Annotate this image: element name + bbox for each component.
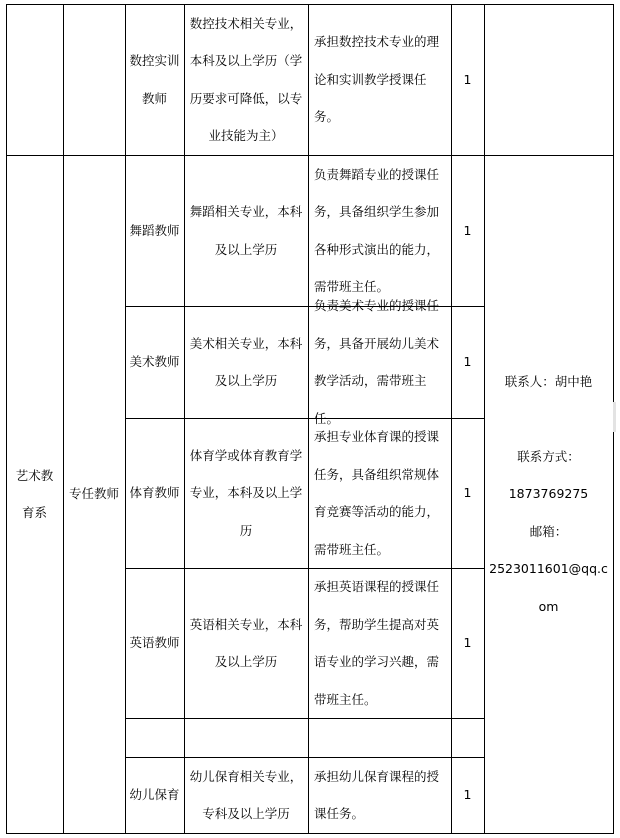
count-childcare: 1 <box>463 787 472 803</box>
position-pe: 体育教师 <box>129 485 180 501</box>
contact-email: 2523011601@qq.com <box>489 561 608 614</box>
department: 艺术教育系 <box>15 467 54 520</box>
contact-method-label: 联系方式： <box>517 448 580 464</box>
count-english: 1 <box>463 635 472 651</box>
duty-art: 负责美术专业的授课任务，具备开展幼儿美术教学活动，需带班主任。 <box>314 298 440 426</box>
duty-childcare: 承担幼儿保育课程的授课任务。 <box>314 768 440 821</box>
contact-email-label: 邮箱： <box>529 523 568 539</box>
scrollbar-marker <box>613 402 616 432</box>
requirement-cnc: 数控技术相关专业，本科及以上学历（学历要求可降低，以专业技能为主） <box>189 15 303 143</box>
position-cnc: 数控实训教师 <box>129 53 180 106</box>
teacher-type: 专任教师 <box>68 486 119 502</box>
position-dance: 舞蹈教师 <box>129 222 180 238</box>
count-cnc: 1 <box>463 71 472 87</box>
position-art: 美术教师 <box>129 354 180 370</box>
count-pe: 1 <box>463 485 472 501</box>
count-dance: 1 <box>463 222 472 238</box>
contact-phone: 18737692​75 <box>508 486 589 501</box>
duty-pe: 承担专业体育课的授课任务，具备组织常规体育竞赛等活动的能力，需带班主任。 <box>314 429 440 557</box>
position-childcare: 幼儿保育 <box>129 787 180 803</box>
contact-person: 联系人：胡中艳 <box>504 374 593 389</box>
requirement-art: 美术相关专业，本科及以上学历 <box>189 335 303 388</box>
duty-cnc: 承担数控技术专业的理论和实训教学授课任务。 <box>314 34 440 125</box>
duty-english: 承担英语课程的授课任务，帮助学生提高对英语专业的学习兴趣，需带班主任。 <box>314 579 440 707</box>
requirement-dance: 舞蹈相关专业，本科及以上学历 <box>189 204 303 257</box>
position-english: 英语教师 <box>129 635 180 651</box>
contact-spacer <box>488 401 609 438</box>
contact-info <box>484 155 613 833</box>
duty-dance: 负责舞蹈专业的授课任务，具备组织学生参加各种形式演出的能力，需带班主任。 <box>314 166 440 294</box>
requirement-childcare: 幼儿保育相关专业，专科及以上学历 <box>189 768 303 821</box>
requirement-pe: 体育学或体育教育学专业，本科及以上学历 <box>189 447 303 538</box>
requirement-english: 英语相关专业，本科及以上学历 <box>189 616 303 669</box>
count-art: 1 <box>463 354 472 370</box>
